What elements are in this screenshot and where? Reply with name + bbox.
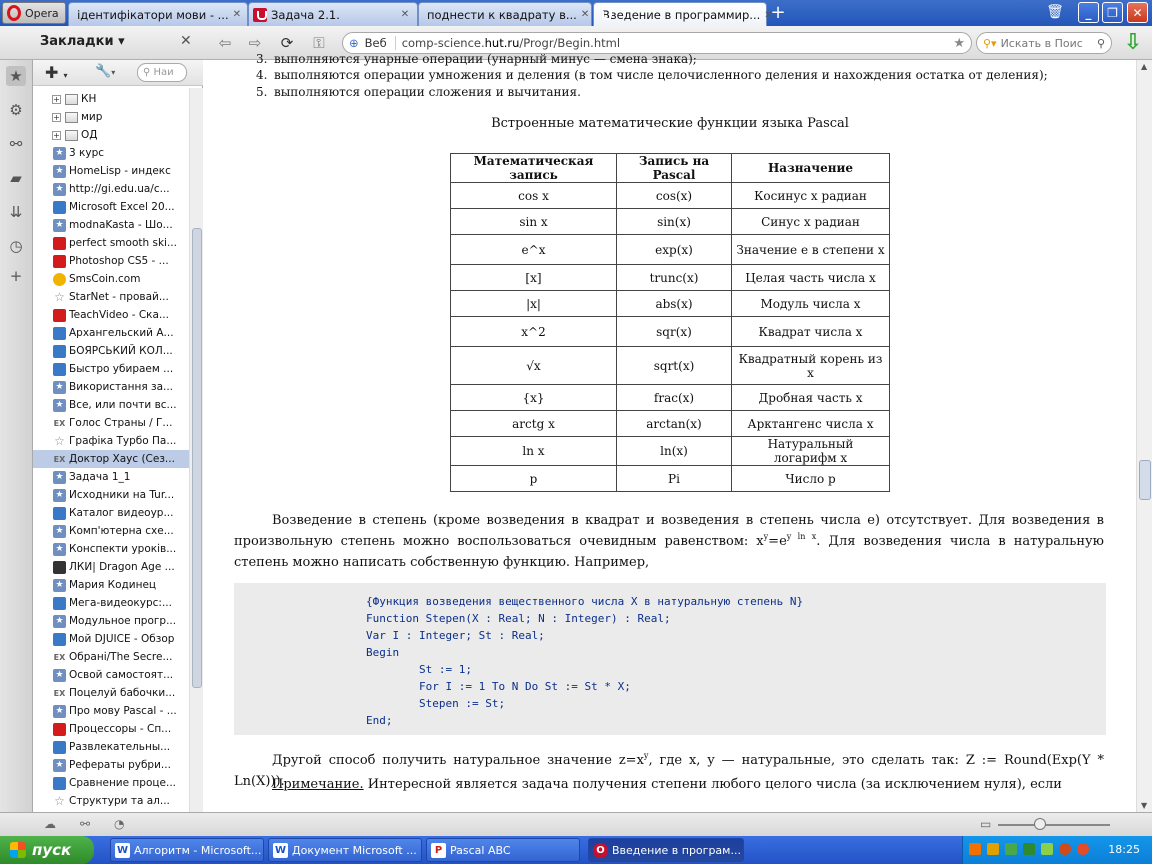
bookmark-icon [53,561,66,574]
bookmark-item[interactable] [33,720,189,738]
list-item: 5. выполняются операции сложения и вычитания. [256,85,581,99]
taskbar-word-algorithm[interactable]: W Алгоритм - Microsoft... [110,838,264,862]
bookmark-icon: ★ [53,165,66,178]
taskbar-word-document[interactable]: W Документ Microsoft ... [268,838,422,862]
code-text: {Функция возведения вещественного числа X в натуральную степень N} Function Stepen(X : Real; N : Integer) : Real; Var I : Integer; St : Real; Begin St := 1; For I := 1 To N Do St := St * X; Stepen := St; End; [366,595,804,727]
bookmark-item[interactable] [33,306,189,324]
new-tab-button[interactable]: + [770,2,786,23]
close-tab-icon[interactable]: ✕ [232,9,241,20]
back-icon[interactable]: ⇦ [218,34,232,52]
bookmark-label: БОЯРСЬКИЙ КОЛ... [69,345,173,357]
table-row [451,411,890,437]
bookmark-item[interactable] [33,738,189,756]
bookmark-label: Исходники на Tur... [69,489,175,501]
windows-logo-icon [10,842,26,858]
bookmark-item[interactable] [33,414,189,432]
url-text[interactable]: comp-science.hut.ru/Progr/Begin.html [401,36,621,50]
scroll-down-icon[interactable]: ▼ [1141,801,1148,810]
bookmark-item[interactable] [33,432,189,450]
bookmark-icon [53,507,66,520]
table-cell-pascal: sin(x) [617,209,732,235]
trash-icon[interactable]: 🗑 [1046,4,1064,20]
bookmark-label: modnaKasta - Шо... [69,219,173,231]
table-cell-purpose: Квадрат числа x [732,317,890,347]
bookmark-label: КН [81,93,97,105]
clock: 18:25 [1108,843,1140,856]
bookmark-label: perfect smooth ski... [69,237,177,249]
bookmark-item[interactable] [33,216,189,234]
table-row [451,385,890,411]
bookmark-icon: ★ [53,669,66,682]
bookmark-label: Процессоры - Сп... [69,723,172,735]
cloud-icon[interactable]: ☁ [44,817,56,831]
table-cell-math: [x] [451,265,617,291]
bookmark-label: HomeLisp - индекс [69,165,171,177]
bookmark-label: ЛКИ| Dragon Age ... [69,561,175,573]
expand-icon[interactable]: + [53,130,60,140]
bookmark-folder[interactable] [33,108,189,126]
start-button[interactable]: пуск [0,836,94,864]
bookmark-label: Архангельский А... [69,327,174,339]
bookmark-item[interactable] [33,540,189,558]
opera-logo-icon [7,5,21,21]
bookmark-item[interactable] [33,450,189,468]
bookmark-icon: EX [53,454,66,464]
bookmark-icon: ★ [53,543,66,556]
table-cell-pascal: sqr(x) [617,317,732,347]
bookmarks-toolbar [33,60,203,86]
tab-bar [0,0,1152,26]
bookmarks-scrollbar[interactable] [189,88,203,812]
bookmark-icon: ★ [53,705,66,718]
table-cell-pascal: Pi [617,466,732,492]
table-cell-math: ln x [451,437,617,466]
tray-app-icon[interactable] [1041,843,1053,855]
unite-icon[interactable]: ⚯ [9,135,23,153]
tab-task[interactable]: Задача 2.1. ✕ [248,2,418,26]
bookmark-icon: EX [53,418,66,428]
bookmark-item[interactable] [33,666,189,684]
bookmark-label: Графіка Турбо Па... [69,435,177,447]
reload-icon[interactable]: ⟳ [280,34,294,52]
bookmark-item[interactable] [33,558,189,576]
bookmark-folder[interactable] [33,126,189,144]
bookmark-item[interactable] [33,234,189,252]
search-icon[interactable]: ⚲ [1096,36,1105,50]
table-row [451,183,890,209]
bookmark-item[interactable] [33,522,189,540]
table-row [451,291,890,317]
taskbar-pascal-abc[interactable]: P Pascal ABC [426,838,580,862]
word-icon: W [116,844,129,856]
tray-app-icon[interactable] [987,843,999,855]
close-tab-icon[interactable]: ✕ [580,9,590,20]
bookmark-icon [53,777,66,790]
notes-icon[interactable]: ▰ [10,169,22,187]
tray-app-icon[interactable] [1005,843,1017,855]
bookmark-item[interactable] [33,288,189,306]
power-paragraph: Возведение в степень (кроме возведения в квадрат и возведения в степень числа е) отсутствует. Для возведения в произвольную степень можно воспользоваться очевидным равенством: $x^y=e^{y ln x}$. Для возведения числа в натуральную степень можно написать собственную функцию. Например, [234,513,1105,570]
bookmark-label: Быстро убираем ... [69,363,174,375]
wrench-icon[interactable]: 🔧▾ [95,64,116,79]
table-cell-math: e^x [451,235,617,265]
bookmark-item[interactable] [33,180,189,198]
add-panel-icon[interactable]: + [9,267,23,285]
code-block [234,583,1106,735]
page-scrollbar[interactable] [1136,60,1152,812]
table-cell-pascal: sqrt(x) [617,347,732,385]
table-cell-pascal: abs(x) [617,291,732,317]
globe-icon: ⊕ [349,36,359,50]
bookmark-icon [53,345,66,358]
search-engine-icon[interactable]: ⚲▾ [983,36,997,50]
bookmark-label: мир [81,111,103,123]
bookmark-item[interactable] [33,630,189,648]
table-cell-purpose: Целая часть числа x [732,265,890,291]
bookmark-icon [53,327,66,340]
bookmark-label: Конспекти уроків... [69,543,177,555]
bookmarks-star-icon[interactable]: ★ [6,66,26,86]
bookmark-label: Задача 1_1 [69,471,131,483]
table-cell-purpose: Дробная часть x [732,385,890,411]
bookmark-icon: ★ [53,579,66,592]
bookmarks-list [33,90,189,810]
bookmark-label: Поцелуй бабочки... [69,687,176,699]
zoom-slider[interactable] [998,824,1110,826]
search-field[interactable]: ⚲▾ Искать в Поис ⚲ [976,32,1112,54]
tray-network-icon[interactable] [1023,843,1035,855]
bookmark-label: StarNet - провай... [69,291,169,303]
bookmarks-panel-title[interactable]: Закладки ▾ [40,34,125,49]
table-cell-purpose: Арктангенс числа x [732,411,890,437]
table-header-row [451,154,890,183]
ucoz-icon [253,8,267,22]
bookmark-label: Microsoft Excel 20... [69,201,175,213]
bookmark-item[interactable] [33,252,189,270]
bookmark-icon: ★ [53,615,66,628]
bookmark-item[interactable] [33,144,189,162]
word-icon: W [274,844,287,856]
close-tab-icon[interactable]: ✕ [400,9,410,20]
bookmark-icon [53,309,66,322]
bookmark-item[interactable] [33,162,189,180]
page-content [204,52,1136,812]
scroll-up-icon[interactable]: ▲ [1141,62,1148,71]
bookmark-item[interactable] [33,792,189,810]
forward-icon[interactable]: ⇨ [248,34,262,52]
download-icon[interactable]: ⇩ [1123,30,1143,55]
col-header: Математическая запись [451,154,617,183]
bookmark-item[interactable] [33,270,189,288]
bookmark-icon [53,741,66,754]
table-cell-purpose: Модуль числа x [732,291,890,317]
bookmark-item[interactable] [33,486,189,504]
table-cell-purpose: Число p [732,466,890,492]
list-item: 3. выполняются унарные операции (унарный минус — смена знака); [256,52,697,66]
bookmark-icon [53,363,66,376]
bookmark-item[interactable] [33,198,189,216]
table-cell-math: √x [451,347,617,385]
bookmark-icon: ☆ [54,433,65,448]
bookmark-item[interactable] [33,774,189,792]
add-bookmark-button[interactable]: ✚ ▾ [45,63,68,82]
bookmark-item[interactable] [33,684,189,702]
tab-square[interactable]: поднести к квадрату в... ✕ [418,2,592,26]
bookmark-item[interactable] [33,504,189,522]
tray-app-icon[interactable] [969,843,981,855]
bookmark-icon [53,633,66,646]
bookmark-icon [53,255,66,268]
bookmark-icon [53,273,66,286]
table-row [451,347,890,385]
folder-icon [65,130,78,141]
folder-icon [65,112,78,123]
opera-icon: O [593,843,608,858]
table-row [451,235,890,265]
bookmark-item[interactable] [33,396,189,414]
tab-intro-programming[interactable]: Введение в программир... ✕ [593,2,767,27]
table-cell-pascal: ln(x) [617,437,732,466]
table-cell-purpose: Синус x радиан [732,209,890,235]
bookmark-label: Обрані/The Secre... [69,651,173,663]
bookmark-icon: ★ [53,759,66,772]
bookmarks-panel [33,60,203,812]
bookmark-label: Мой DJUICE - Обзор [69,633,175,645]
col-header: Запись на Pascal [617,154,732,183]
bookmark-label: Мария Кодинец [69,579,157,591]
close-tab-icon[interactable]: ✕ [764,9,773,21]
opera-menu-button[interactable]: Opera [2,2,66,24]
table-row [451,317,890,347]
col-header: Назначение [732,154,890,183]
bookmark-label: Структури та ал... [69,795,170,807]
bookmark-label: Рефераты рубри... [69,759,171,771]
note-label: Примечание. [272,777,364,792]
bookmark-icon [53,201,66,214]
bookmark-item[interactable] [33,594,189,612]
panel-selector [0,60,33,812]
table-cell-math: arctg x [451,411,617,437]
minimize-button[interactable]: _ [1078,2,1099,23]
bookmark-icon: ☆ [54,289,65,304]
taskbar-opera[interactable]: O Введение в програм... [588,838,744,862]
bookmark-item[interactable] [33,648,189,666]
close-panel-icon[interactable]: ✕ [180,33,192,49]
speed-dial-icon[interactable]: ◔ [114,817,125,831]
bookmark-label: SmsCoin.com [69,273,141,285]
bookmark-item[interactable] [33,576,189,594]
widgets-gear-icon[interactable]: ⚙ [9,101,23,119]
scroll-thumb[interactable] [1139,460,1151,500]
table-cell-purpose: Значение е в степени x [732,235,890,265]
bookmark-item[interactable] [33,324,189,342]
view-icon[interactable]: ▭ [980,817,992,831]
address-bar[interactable]: ⊕ Веб comp-science.hut.ru/Progr/Begin.html ★ [342,32,972,54]
windows-taskbar [0,836,1152,864]
bookmark-icon: ★ [53,147,66,160]
history-clock-icon[interactable]: ◷ [9,237,23,255]
zoom-slider-handle[interactable] [1034,818,1046,830]
bookmark-item[interactable] [33,756,189,774]
table-cell-pascal: trunc(x) [617,265,732,291]
folder-icon [65,94,78,105]
bookmark-label: Про мову Pascal - ... [69,705,177,717]
bookmark-label: Все, или почти вс... [69,399,177,411]
bookmark-icon: EX [53,652,66,662]
tab-identifiers[interactable]: ідентифікатори мови - ... ✕ [68,2,248,26]
bookmark-label: TeachVideo - Ска... [69,309,169,321]
bookmark-label: Каталог видеоур... [69,507,174,519]
bookmark-icon: ☆ [54,793,65,808]
bookmark-icon: ★ [53,525,66,538]
bookmark-label: Голос Страны / Г... [69,417,173,429]
expand-icon[interactable]: + [53,112,60,122]
other-way-paragraph: Другой способ получить натуральное значение $z=x^y$, где x, y — натуральные, это сделать так: Z := Round(Exp(Y * Ln(X))). [234,751,1104,789]
bookmark-icon: ★ [53,471,66,484]
table-cell-purpose: Натуральный логарифм x [732,437,890,466]
bookmark-item[interactable] [33,360,189,378]
bookmark-icon [53,237,66,250]
bookmark-item[interactable] [33,342,189,360]
table-row [451,265,890,291]
bookmark-label: 3 курс [69,147,105,159]
list-item: 4. выполняются операции умножения и деления (в том числе целочисленного деления и нахождения остатка от деления); [256,68,1048,82]
tray-app-icon[interactable] [1077,843,1089,855]
bookmark-label: Развлекательны... [69,741,171,753]
table-row [451,437,890,466]
bookmark-label: Мега-видеокурс:... [69,597,172,609]
expand-icon[interactable]: + [53,94,60,104]
table-cell-math: cos x [451,183,617,209]
bookmark-label: Модульное прогр... [69,615,177,627]
bookmark-icon: ★ [53,399,66,412]
pascal-abc-icon: P [431,843,446,858]
bookmark-folder[interactable] [33,90,189,108]
bookmark-label: ОД [81,129,98,141]
table-cell-pascal: frac(x) [617,385,732,411]
bookmark-icon: ★ [53,183,66,196]
bookmark-icon: ★ [53,489,66,502]
bookmark-label: Освой самостоят... [69,669,174,681]
table-caption: Встроенные математические функции языка Pascal [491,116,849,131]
table-row [451,209,890,235]
bookmark-item[interactable] [33,468,189,486]
bookmark-icon: ★ [53,219,66,232]
table-cell-math: {x} [451,385,617,411]
maximize-button[interactable]: ❐ [1102,2,1123,23]
note-paragraph: Примечание. Интересной является задача получения степени любого целого числа (за исключением нуля), если [272,777,1062,792]
table-cell-math: x^2 [451,317,617,347]
bookmark-icon [53,597,66,610]
bookmark-label: Комп'ютерна схе... [69,525,174,537]
bookmark-item[interactable] [33,378,189,396]
tray-app-icon[interactable] [1059,843,1071,855]
bookmark-icon: ★ [53,381,66,394]
table-cell-purpose: Косинус x радиан [732,183,890,209]
bookmark-star-icon[interactable]: ★ [953,35,965,51]
bookmark-item[interactable] [33,702,189,720]
close-window-button[interactable]: ✕ [1127,2,1148,23]
bookmark-label: Photoshop CS5 - ... [69,255,169,267]
table-cell-purpose: Квадратный корень из x [732,347,890,385]
table-cell-math: p [451,466,617,492]
table-row [451,466,890,492]
table-cell-math: |x| [451,291,617,317]
downloads-icon[interactable]: ⇊ [9,203,23,221]
bookmark-icon: EX [53,688,66,698]
system-tray [962,836,1152,864]
table-cell-math: sin x [451,209,617,235]
bookmark-label: Доктор Хаус (Сез... [69,453,175,465]
wand-key-icon[interactable]: ⚿ [313,34,325,52]
unite-status-icon[interactable]: ⚯ [80,817,91,831]
status-bar [0,812,1152,836]
bookmark-icon [53,723,66,736]
bookmarks-search-input[interactable]: ⚲ Наи [137,63,187,82]
bookmark-label: http://gi.edu.ua/c... [69,183,170,195]
table-cell-pascal: arctan(x) [617,411,732,437]
bookmark-label: Сравнение проце... [69,777,177,789]
table-cell-pascal: cos(x) [617,183,732,209]
bookmark-item[interactable] [33,612,189,630]
functions-table [450,153,890,492]
bookmark-label: Використання за... [69,381,174,393]
table-cell-pascal: exp(x) [617,235,732,265]
